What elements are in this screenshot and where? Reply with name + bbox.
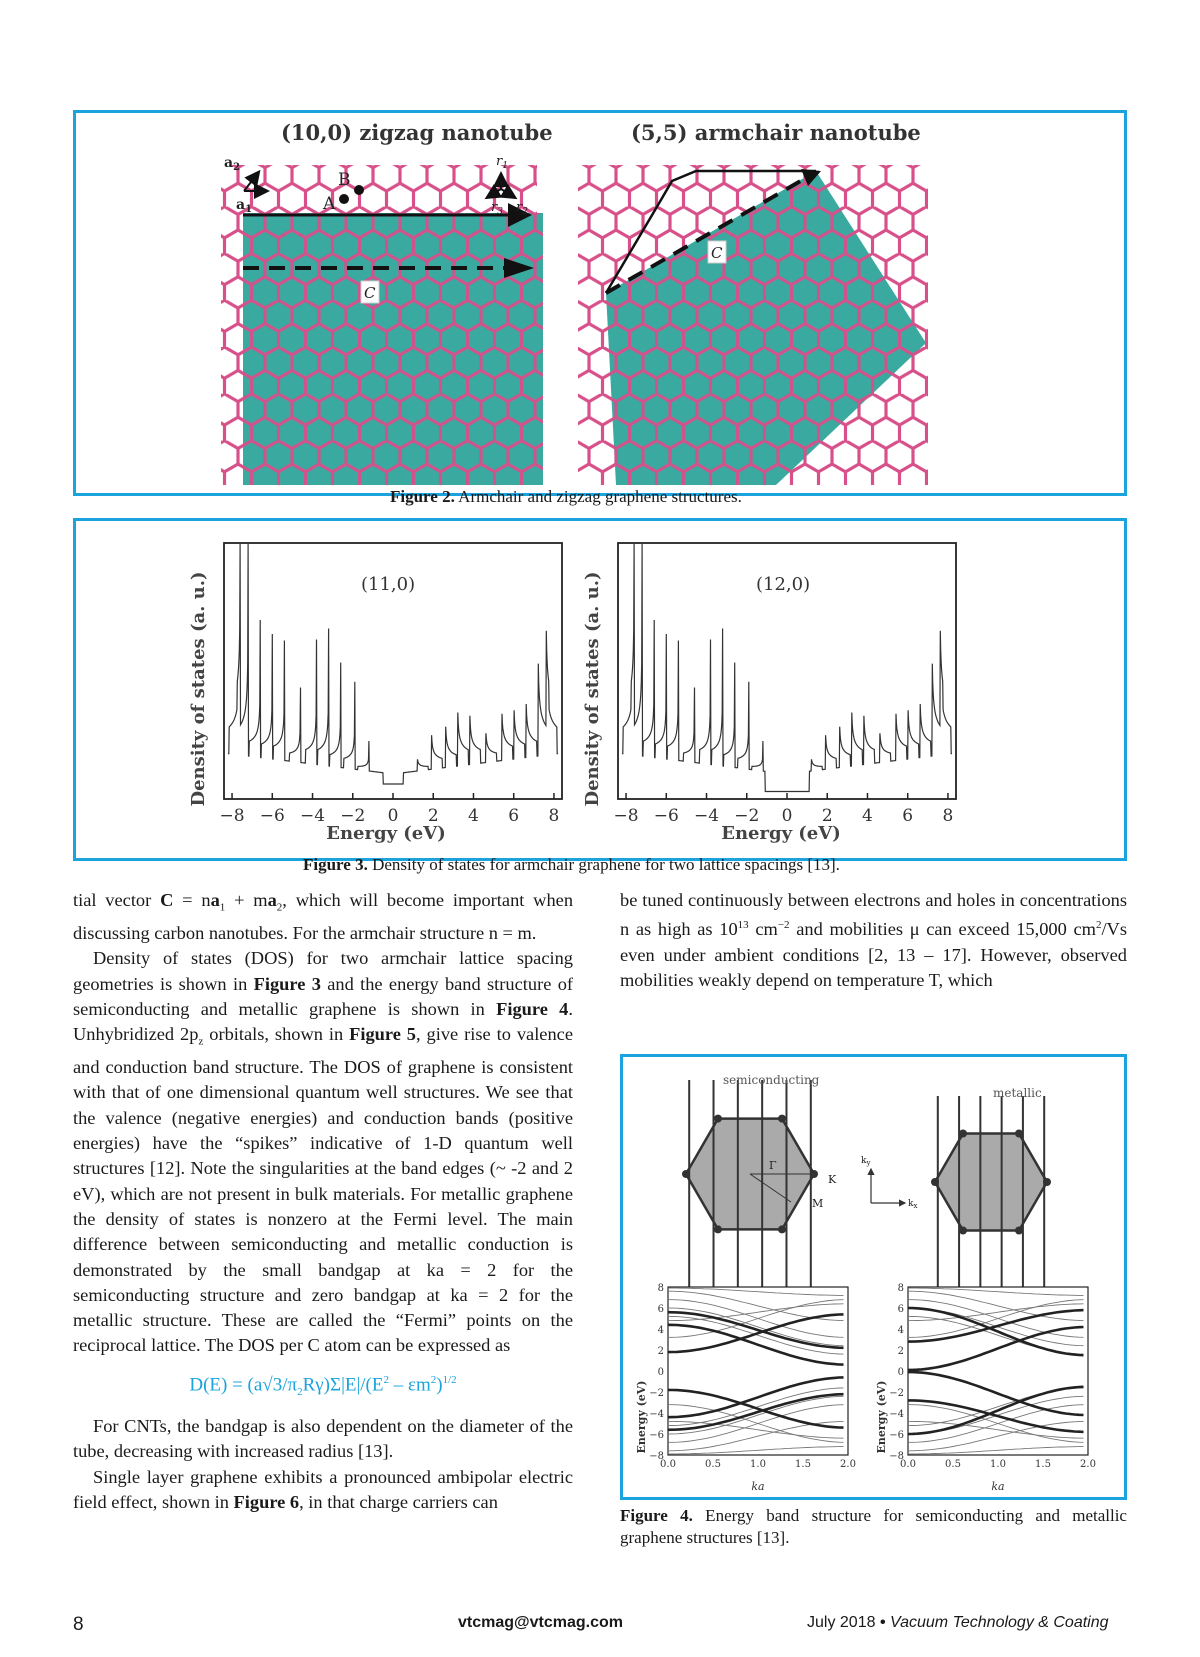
x-tick-label: 0.5 [705,1459,721,1470]
svg-text:r1: $r_1$ [496,154,508,171]
x-tick-label: 0.5 [945,1459,961,1470]
x-tick-label: −2 [734,806,760,826]
y-tick-label: 2 [897,1346,904,1357]
right-text-column [620,888,1127,993]
k-point [778,1115,786,1123]
y-tick-label: 8 [657,1283,664,1294]
x-tick-label: −6 [653,806,679,826]
x-tick-label: −6 [259,806,285,826]
x-tick-label: 6 [902,806,914,826]
y-tick-label: 4 [897,1325,904,1336]
y-tick-label: 8 [897,1283,904,1294]
y-tick-label: −8 [889,1451,904,1462]
dos-xlabel-right: Energy (eV) [721,823,841,844]
y-tick-label: −6 [889,1430,904,1441]
label-r2: r [516,200,523,215]
k-point [778,1225,786,1233]
svg-text:kx: $k_x$ [908,1199,918,1210]
k-point [931,1178,939,1186]
label-r1: r [496,154,503,169]
x-tick-label: 1.0 [990,1459,1006,1470]
x-tick-label: 1.0 [750,1459,766,1470]
k-point [1043,1178,1051,1186]
k-point [1015,1226,1023,1234]
M-label: M [812,1197,824,1210]
figure-4-graphic [623,1057,1124,1497]
label-a2: a [224,155,234,171]
band-xlabel-left: ka [751,1480,765,1493]
x-tick-label: 0 [781,806,793,826]
band-ylabel-right: Energy (eV) [875,1380,888,1454]
dos-xlabel-left: Energy (eV) [326,823,446,844]
x-tick-label: 2 [821,806,833,826]
label-r3: r [491,200,498,215]
svg-text:r3: $r_3$ [491,200,503,217]
paragraph-right-1: be tuned continuously between electrons and holes in concentrations n as high as $10^{13}$ $cm^{-2}$ and mobilities μ can exceed 15,000 $cm^2/Vs$ even under ambient conditions [2, 13 – 17]. However, observed mobilities weakly depend on temperature T, which [620,890,1127,991]
x-tick-label: 0 [387,806,399,826]
label-C-left: C [364,284,376,302]
paragraph-3: For CNTs, the bandgap is also dependent on the diameter of the tube, decreasing with increased radius [13]. [73,1416,573,1462]
dos-ylabel-right: Density of states (a. u.) [582,571,603,807]
figure-2-box [73,110,1127,496]
metal-label: metallic [993,1086,1042,1100]
x-tick-label: 6 [508,806,520,826]
label-A: A [323,194,336,214]
x-tick-label: 1.5 [1035,1459,1051,1470]
y-tick-label: 6 [897,1304,904,1315]
footer-email[interactable]: vtcmag@vtcmag.com [458,1614,623,1631]
paragraph-1: tial vector $C = na_1 + ma_2$, which will become important when discussing carbon nanotubes. For the armchair structure n = m. [73,890,574,943]
x-tick-label: −8 [613,806,639,826]
k-point [714,1115,722,1123]
k-point [714,1225,722,1233]
band-plot-semiconducting [649,1283,856,1470]
x-tick-label: 2.0 [1080,1459,1096,1470]
x-tick-label: −2 [340,806,366,826]
figure-3-chart [76,521,1124,858]
dos-ylabel-left: Density of states (a. u.) [188,571,209,807]
dos-label-12-0: (12,0) [756,574,811,595]
label-B: B [338,170,351,190]
x-tick-label: −8 [219,806,245,826]
band-ylabel-left: Energy (eV) [635,1380,648,1454]
brillouin-zone-semiconducting [682,1080,818,1293]
x-tick-label: 0.0 [900,1459,916,1470]
k-point [959,1130,967,1138]
svg-text:a2: $a_2$ [224,155,241,173]
figure-3-caption: Figure 3. Density of states for armchair graphene for two lattice spacings [13]. [303,855,840,874]
semi-label: semiconducting [723,1073,820,1087]
dos-label-11-0: (11,0) [361,574,416,595]
y-tick-label: −6 [649,1430,664,1441]
x-tick-label: 0.0 [660,1459,676,1470]
paragraph-4: Single layer graphene exhibits a pronounced ambipolar electric field effect, shown in Figure 6, in that charge carriers can [73,1466,573,1512]
label-C-right: C [711,244,723,262]
y-tick-label: −2 [889,1388,904,1399]
dos-equation: $D(E) = (a√3/\pi_2R\gamma)\Sigma|E|/(E^2 - \varepsilon m^2)^{1/2}$ [189,1373,457,1398]
x-tick-label: 8 [548,806,560,826]
x-tick-label: 2.0 [840,1459,856,1470]
y-tick-label: 6 [657,1304,664,1315]
figure-4-box [620,1054,1127,1500]
svg-text:ky: $k_y$ [861,1156,871,1167]
paragraph-2: Density of states (DOS) for two armchair lattice spacing geometries is shown in Figure 3 and the energy band structure of semiconducting and metallic graphene is shown in Figure 4. Unhybridized $2p_z$ orbitals, shown in Figure 5, give rise to valence and conduction band structure. The DOS of graphene is consistent with that of one dimensional quantum well structures. We see that the valence (negative energies) and conduction bands (positive energies) have the “spikes” indicative of 1-D quantum well structures [12]. Note the singularities at the band edges (~ -2 and 2 eV), which are not present in bulk materials. For metallic graphene the density of states is nonzero at the Fermi level. The main difference between semiconducting and metallic conduction is demonstrated by the small bandgap at ka = 2 for the semiconducting structure and zero bandgap at ka = 2 for the metallic structure. These are called the “Fermi” points on the reciprocal lattice. The DOS per C atom can be expressed as [73,948,574,1356]
y-tick-label: 4 [657,1325,664,1336]
y-tick-label: −2 [649,1388,664,1399]
x-tick-label: 4 [862,806,873,826]
x-tick-label: 8 [942,806,954,826]
y-tick-label: −4 [889,1409,904,1420]
x-tick-label: −4 [299,806,326,826]
y-tick-label: 0 [657,1367,664,1378]
x-tick-label: 1.5 [795,1459,811,1470]
zigzag-title: (10,0) zigzag nanotube [281,120,553,145]
svg-text:r2: $r_2$ [516,200,528,217]
brillouin-zone-metallic [931,1096,1051,1293]
y-tick-label: 0 [897,1367,904,1378]
figure-3-box [73,518,1127,861]
figure-4-caption: Figure 4. Energy band structure for semiconducting and metallic graphene structures [13]. [620,1506,1127,1547]
page-number: 8 [73,1614,84,1635]
hexagon [935,1134,1047,1231]
K-label: K [828,1173,837,1186]
band-xlabel-right: ka [991,1480,1005,1493]
armchair-title: (5,5) armchair nanotube [631,120,921,145]
band-plot-metallic [889,1283,1096,1470]
figure-2-graphic [76,113,1124,493]
left-text-column [73,888,573,1515]
x-tick-label: 4 [468,806,479,826]
svg-text:a1: $a_1$ [236,197,253,215]
figure-2-caption: Figure 2. Armchair and zigzag graphene structures. [390,487,742,506]
ky-label: k [861,1156,867,1166]
kx-label: k [908,1199,914,1209]
y-tick-label: −8 [649,1451,664,1462]
k-point [959,1226,967,1234]
footer-issue: July 2018 • Vacuum Technology & Coating [807,1614,1109,1631]
label-a1: a [236,197,246,213]
y-tick-label: 2 [657,1346,664,1357]
k-point [682,1170,690,1178]
x-tick-label: −4 [693,806,720,826]
x-tick-label: 2 [427,806,439,826]
y-tick-label: −4 [649,1409,664,1420]
gamma-label: Γ [769,1159,777,1172]
k-point [1015,1130,1023,1138]
